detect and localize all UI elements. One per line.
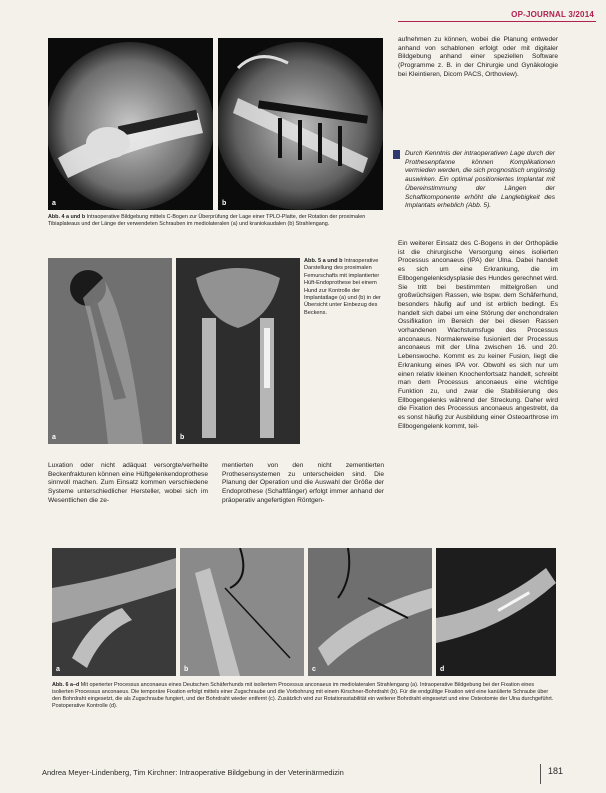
figure-6-caption-text: Mit operierter Processus anconaeus eines Deutschen Schäferhunds mit isoliertem Processus anconaeus im mediolateralen Strahlengang (a). Intraoperative Bildgebung bei der Fixation eines isolierten Processus anconaeus. Die temporäre Fixation erfolgt mittels einer Zugschraube und die Vorbohrung mit einem Kirschner-Bohrdraht (b). Für die endgültige Fixation wird eine kanülierte Schraube über den Bohrdraht eingesetzt, die als Zugschraube fungiert, und der Bohrdraht wieder entfernt (c). Zusätzlich wird zur Rotationsstabilität ein weiterer Bohrdraht eingesetzt und eine Osteotomie der Ulna durchgeführt. Postoperative Kontrolle (d). — [52, 682, 554, 709]
journal-header: OP-JOURNAL 3/2014 — [511, 10, 594, 19]
figure-4-caption — [48, 214, 383, 228]
note-marker-icon — [393, 150, 400, 159]
figure-6a-xray — [52, 548, 176, 676]
xray-tplo-craniocaudal-image — [218, 38, 383, 210]
panel-label: c — [312, 666, 316, 673]
column-3-main-text — [398, 240, 558, 431]
panel-label: b — [184, 666, 189, 673]
panel-label: d — [440, 666, 445, 673]
figure-4b-xray — [218, 38, 383, 210]
figure-5-caption-label: Abb. 5 a und b — [304, 258, 343, 264]
figure-6-caption-label: Abb. 6 a–d — [52, 682, 80, 688]
figure-5a-xray — [48, 258, 172, 444]
figure-4-caption-label: Abb. 4 a und b — [48, 214, 86, 220]
note-text: Durch Kenntnis der intraoperativen Lage durch der Prothesenpfanne können Komplikationen vermieden werden, die sich prognostisch ungünstig auswirken. Ein optimal positioniertes Implantat mit Übereinstimmung der Längen der Schaftkomponente erhöht die Langlebigkeit des Implantats erheblich (Abb. 5). — [405, 150, 555, 210]
column-3-top-text — [398, 36, 558, 80]
footer-author-line: Andrea Meyer-Lindenberg, Tim Kirchner: Intraoperative Bildgebung in der Veterinärmedizin — [42, 768, 344, 777]
figure-5b-xray — [176, 258, 300, 444]
figure-6c-xray — [308, 548, 432, 676]
xray-fixation-final-image — [308, 548, 432, 676]
panel-label: a — [52, 200, 56, 207]
xray-fixation-temporary-image — [180, 548, 304, 676]
xray-postoperative-control-image — [436, 548, 556, 676]
paragraph: aufnehmen zu können, wobei die Planung entweder anhand von schablonen erfolgt oder mit digitaler Bildgebung anhand einer speziellen Software (Programme z. B. in der Chirurgie und Gynäkologie bei Kleintieren, Dicom PACS, Orthoview). — [398, 36, 558, 78]
panel-label: b — [222, 200, 227, 207]
panel-label: a — [56, 666, 60, 673]
figure-4a-xray — [48, 38, 213, 210]
panel-label: a — [52, 434, 56, 441]
xray-elbow-ipa-image — [52, 548, 176, 676]
paragraph: mentierten von den nicht zementierten Prothesensystemen zu unterscheiden sind. Die Planung der Operation und die Auswahl der Größe der Endoprothese (Schaftfänger) erfolgt immer anhand der präoperativ angefertigten Röntgen- — [222, 462, 384, 504]
xray-pelvis-overview-image — [176, 258, 300, 444]
panel-label: b — [180, 434, 185, 441]
paragraph: Luxation oder nicht adäquat versorgte/verheilte Beckenfrakturen können eine Hüftgelenkendoprothese sinnvoll machen. Zum Einsatz kommen verschiedene Systeme unterschiedlicher Hersteller, wobei sich im Wesentlichen die ze- — [48, 462, 208, 504]
figure-5-caption-text: Intraoperative Darstellung des proximalen Femurschafts mit implantierter Hüft-Endoprothese bei einem Hund zur Kontrolle der Implantatlage (a) und (b) in der Übersicht unter Einbezug des Beckens. — [304, 258, 381, 316]
figure-5-caption — [304, 258, 384, 317]
column-2-text — [222, 462, 384, 506]
figure-6d-xray — [436, 548, 556, 676]
figure-6-caption — [52, 682, 556, 710]
figure-4-caption-text: Intraoperative Bildgebung mittels C-Bogen zur Überprüfung der Lage einer TPLO-Platte, der Rotation der proximalen Tibiaplateaus und der Länge der verwendeten Schrauben im mediolateralen (a) und kraniokaudalen (b) Strahlengang. — [48, 214, 366, 227]
footer-divider — [540, 764, 541, 784]
column-1-text — [48, 462, 208, 506]
header-rule — [398, 21, 596, 22]
paragraph: Ein weiterer Einsatz des C-Bogens in der Orthopädie ist die chirurgische Versorgung eines isolierten Processus anconaeus (IPA) der Ulna. Dabei handelt es sich um eine Erkrankung, die im Ellbogengelenksdysplasie des Hundes gerechnet wird. Sie tritt bei bestimmten mittelgroßen und großwüchsigen Rassen, wie bspw. dem Schäferhund, besonders häufig auf und ist erblich bedingt. Es handelt sich dabei um eine Störung der enchondralen Ossifikation im Bereich der bei diesen Rassen vorhandenen Wachstumsfuge des Processus anconaeus. Normalerweise fusioniert der Processus anconaeus mit der Ulna zwischen 16. und 20. Lebenswoche. Kommt es zu keiner Fusion, liegt die Erkrankung eines IPA vor. Obwohl es sich nur um einen relativ kleinen Knochenfortsatz handelt, schreibt man dem Processus anconaeus eine wichtige Funktion zu, und zwar die Stabilisierung des Ellbogengelenks während der Streckung. Daher wird die Fixation des Processus anconaeus angestrebt, da es sonst häufig zur Ausbildung einer Osteoarthrose im Ellbogengelenk kommt, teil- — [398, 240, 558, 430]
xray-hip-prosthesis-image — [48, 258, 172, 444]
page-number: 181 — [548, 766, 564, 776]
figure-6b-xray — [180, 548, 304, 676]
xray-tplo-mediolateral-image — [48, 38, 213, 210]
